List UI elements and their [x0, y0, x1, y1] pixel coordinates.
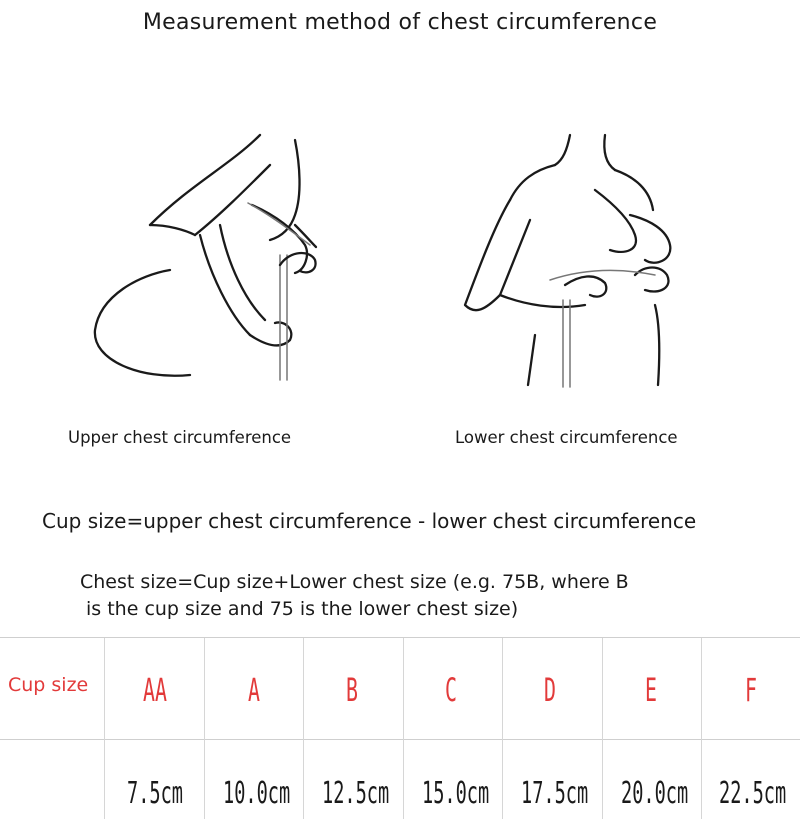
difference-value: 20.0cm: [621, 776, 689, 811]
cup-header: A: [248, 671, 260, 709]
difference-value: 17.5cm: [521, 776, 589, 811]
table-divider: [104, 638, 105, 819]
cup-size-formula: Cup size=upper chest circumference - lower chest circumference: [42, 509, 697, 533]
difference-value: 12.5cm: [322, 776, 390, 811]
difference-value: 7.5cm: [127, 776, 183, 811]
chest-size-formula-line1: Chest size=Cup size+Lower chest size (e.g. 75B, where B: [80, 571, 629, 593]
table-top-rule: [0, 637, 800, 638]
table-divider: [403, 638, 404, 819]
lower-chest-caption: Lower chest circumference: [455, 428, 678, 447]
table-divider: [602, 638, 603, 819]
chest-size-formula-line2: is the cup size and 75 is the lower chest size): [86, 598, 519, 620]
lower-chest-illustration: [455, 125, 700, 390]
cup-header: B: [346, 671, 358, 709]
table-divider: [701, 638, 702, 819]
difference-value: 22.5cm: [719, 776, 787, 811]
table-middle-rule: [0, 739, 800, 740]
table-divider: [204, 638, 205, 819]
difference-value: 15.0cm: [422, 776, 490, 811]
difference-value: 10.0cm: [223, 776, 291, 811]
cup-header: E: [645, 671, 657, 709]
chest-size-formula: [80, 569, 629, 623]
cup-header: F: [745, 671, 757, 709]
cup-size-row-label: Cup size: [8, 674, 89, 696]
cup-header: C: [445, 671, 457, 709]
table-divider: [303, 638, 304, 819]
page-title: Measurement method of chest circumference: [142, 10, 658, 35]
cup-header: AA: [143, 671, 167, 709]
upper-chest-caption: Upper chest circumference: [68, 428, 292, 447]
upper-chest-illustration: [80, 125, 340, 385]
cup-header: D: [544, 671, 556, 709]
table-divider: [502, 638, 503, 819]
